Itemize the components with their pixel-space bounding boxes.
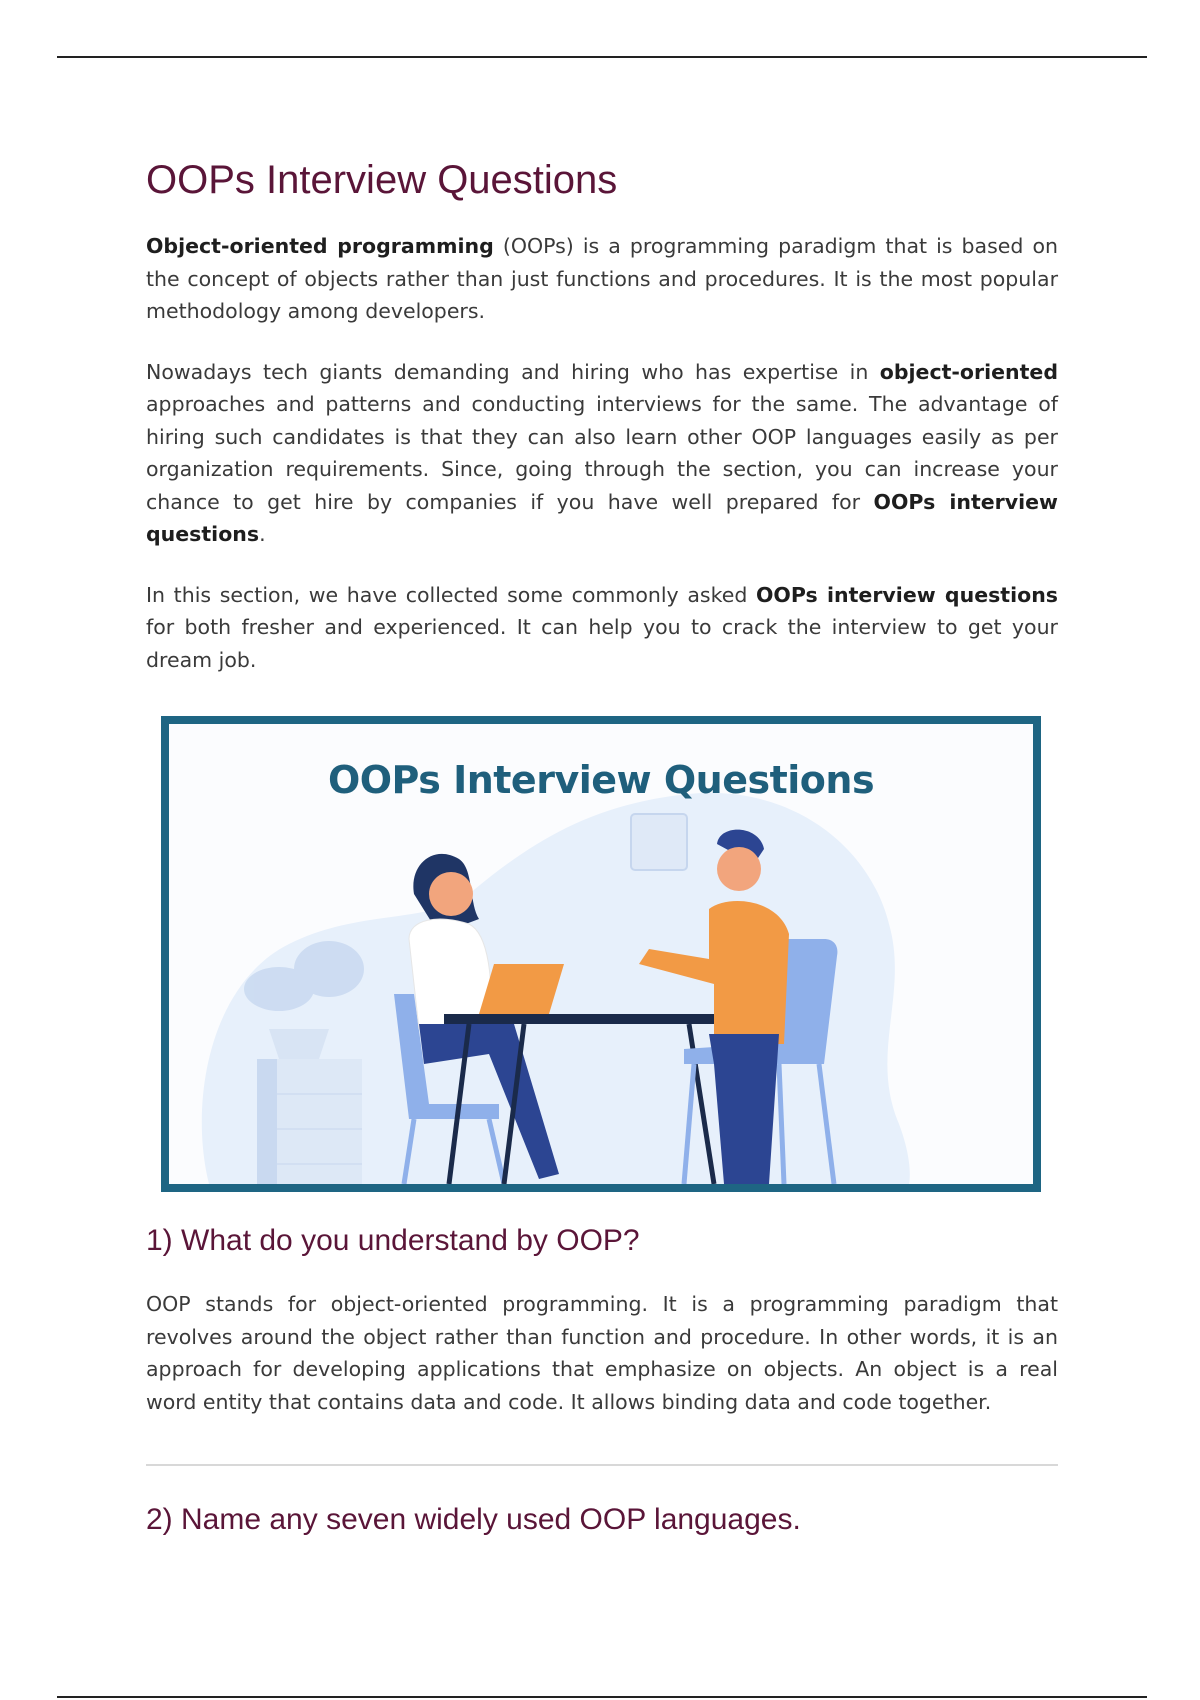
paragraph-text: In this section, we have collected some commonly asked bbox=[146, 582, 756, 607]
page-bottom-rule bbox=[57, 1696, 1147, 1698]
laptop-icon bbox=[479, 964, 564, 1014]
question-2-heading: 2) Name any seven widely used OOP languages. bbox=[146, 1503, 801, 1536]
intro-paragraph-3 bbox=[146, 579, 1058, 677]
clock-icon bbox=[631, 814, 687, 870]
document-body bbox=[146, 150, 1058, 676]
bold-term: Object-oriented programming bbox=[146, 234, 494, 258]
table bbox=[444, 1014, 714, 1024]
bold-term: OOPs interview questions bbox=[756, 582, 1059, 607]
paragraph-text: . bbox=[259, 522, 266, 546]
intro-paragraph-1 bbox=[146, 230, 1058, 328]
interview-illustration bbox=[161, 716, 1041, 1192]
question-1-answer: OOP stands for object-oriented programming. It is a programming paradigm that revolves around the object rather than function and procedure. In other words, it is an approach for developing applications that emphasize on objects. An object is a real word entity that contains data and code. It allows binding data and code together. bbox=[146, 1292, 1058, 1414]
bold-term: object-oriented bbox=[879, 359, 1058, 384]
paragraph-text: (OOPs) is a programming paradigm that is based on the concept of objects rather than just functions and procedures. It is the most popular methodology among developers. bbox=[146, 234, 1058, 323]
page-top-rule bbox=[57, 56, 1147, 58]
page-title: OOPs Interview Questions bbox=[146, 158, 618, 202]
paragraph-text: Nowadays tech giants demanding and hiring who has expertise in bbox=[146, 359, 880, 384]
intro-paragraph-2 bbox=[146, 356, 1058, 551]
illustration-title: OOPs Interview Questions bbox=[327, 758, 875, 802]
paragraph-text: for both fresher and experienced. It can help you to crack the interview to get your dream job. bbox=[146, 615, 1058, 672]
section-divider bbox=[146, 1464, 1058, 1466]
question-1-heading: 1) What do you understand by OOP? bbox=[146, 1224, 640, 1257]
bold-term: OOPs interview questions bbox=[146, 489, 1058, 546]
paragraph-text: approaches and patterns and conducting interviews for the same. The advantage of hiring such candidates is that they can also learn other OOP languages easily as per organization requirements. Since, going through the section, you can increase your chance to get hire by companies if you have well prepared for bbox=[146, 392, 1058, 514]
